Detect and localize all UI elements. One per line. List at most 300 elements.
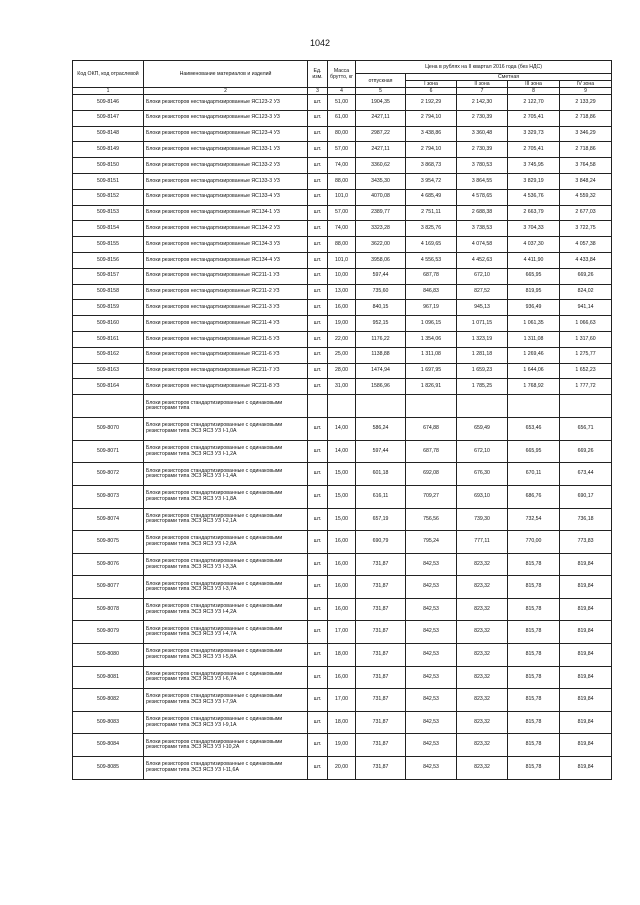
cell-price-zone-1	[406, 395, 457, 418]
cell-name: Блоки резисторов стандартизированные с одинаковыми резисторами типа ЭСЗ ЯСЗ УЗ I-3,3А	[144, 553, 308, 576]
cell-code: 509-8074	[73, 508, 144, 531]
cell-unit: шт.	[308, 576, 328, 599]
cell-unit: шт.	[308, 463, 328, 486]
cell-price-zone-3: 1 644,06	[508, 363, 560, 379]
cell-code: 509-8161	[73, 331, 144, 347]
cell-price-otp: 3360,62	[356, 158, 406, 174]
cell-price-otp: 952,15	[356, 316, 406, 332]
cell-price-otp: 4070,08	[356, 189, 406, 205]
cell-price-zone-1: 842,53	[406, 576, 457, 599]
cell-price-otp: 731,87	[356, 711, 406, 734]
cell-price-zone-4: 819,84	[560, 598, 612, 621]
cell-price-otp: 597,44	[356, 440, 406, 463]
cell-price-zone-4: 819,84	[560, 666, 612, 689]
table-row	[73, 379, 612, 395]
cell-code: 509-8157	[73, 268, 144, 284]
cell-name: Блоки резисторов нестандартизированные ЯС123-2 УЗ	[144, 95, 308, 111]
cell-mass: 101,0	[328, 189, 356, 205]
cell-price-zone-2: 823,32	[457, 689, 508, 712]
header-price-title: Цена в рублях на II квартал 2016 года (без НДС)	[356, 61, 612, 74]
cell-mass: 18,00	[328, 644, 356, 667]
cell-price-zone-1: 842,53	[406, 621, 457, 644]
cell-name: Блоки резисторов нестандартизированные ЯС123-3 УЗ	[144, 110, 308, 126]
cell-price-zone-1: 2 192,29	[406, 95, 457, 111]
cell-code: 509-8146	[73, 95, 144, 111]
header-code: Код ОКП, код отраслевой	[73, 61, 144, 88]
cell-price-zone-4: 3 722,75	[560, 221, 612, 237]
cell-code: 509-8158	[73, 284, 144, 300]
cell-price-zone-2: 823,32	[457, 666, 508, 689]
col-number: 3	[308, 88, 328, 95]
cell-code: 509-8156	[73, 252, 144, 268]
cell-price-zone-4: 1 317,60	[560, 331, 612, 347]
cell-price-zone-4: 1 275,77	[560, 347, 612, 363]
cell-name: Блоки резисторов стандартизированные с одинаковыми резисторами типа ЭСЗ ЯСЗ УЗ I-9,1А	[144, 711, 308, 734]
cell-price-zone-1: 687,78	[406, 268, 457, 284]
cell-mass: 15,00	[328, 485, 356, 508]
cell-price-zone-4: 736,18	[560, 508, 612, 531]
cell-price-zone-3: 686,76	[508, 485, 560, 508]
col-number: 2	[144, 88, 308, 95]
cell-unit: шт.	[308, 284, 328, 300]
cell-code	[73, 395, 144, 418]
col-number: 8	[508, 88, 560, 95]
cell-price-zone-4: 690,17	[560, 485, 612, 508]
cell-code: 509-8075	[73, 531, 144, 554]
cell-unit: шт.	[308, 95, 328, 111]
cell-price-zone-2	[457, 395, 508, 418]
table-row	[73, 221, 612, 237]
cell-price-zone-3: 3 745,95	[508, 158, 560, 174]
cell-price-zone-3: 3 704,33	[508, 221, 560, 237]
cell-price-zone-3: 815,78	[508, 553, 560, 576]
cell-code: 509-8159	[73, 300, 144, 316]
cell-unit: шт.	[308, 689, 328, 712]
cell-price-zone-2: 1 071,15	[457, 316, 508, 332]
cell-unit: шт.	[308, 110, 328, 126]
cell-unit: шт.	[308, 644, 328, 667]
cell-code: 509-8164	[73, 379, 144, 395]
cell-price-zone-3: 1 061,35	[508, 316, 560, 332]
cell-code: 509-8147	[73, 110, 144, 126]
cell-price-zone-2: 676,30	[457, 463, 508, 486]
cell-mass: 25,00	[328, 347, 356, 363]
cell-name: Блоки резисторов нестандартизированные ЯС211-7 УЗ	[144, 363, 308, 379]
cell-code: 509-8073	[73, 485, 144, 508]
cell-price-zone-1: 674,88	[406, 418, 457, 441]
cell-unit: шт.	[308, 598, 328, 621]
cell-name: Блоки резисторов нестандартизированные ЯС211-3 УЗ	[144, 300, 308, 316]
cell-price-otp: 731,87	[356, 666, 406, 689]
cell-name: Блоки резисторов нестандартизированные ЯС134-4 УЗ	[144, 252, 308, 268]
cell-price-zone-3: 3 829,19	[508, 173, 560, 189]
cell-price-zone-2: 945,13	[457, 300, 508, 316]
cell-price-zone-4: 819,84	[560, 621, 612, 644]
cell-name: Блоки резисторов нестандартизированные ЯС211-2 УЗ	[144, 284, 308, 300]
cell-name: Блоки резисторов стандартизированные с одинаковыми резисторами типа ЭСЗ ЯСЗ УЗ I-4,7А	[144, 621, 308, 644]
table-row	[73, 531, 612, 554]
table-row	[73, 284, 612, 300]
table-row	[73, 158, 612, 174]
cell-price-zone-3: 1 768,92	[508, 379, 560, 395]
cell-unit: шт.	[308, 531, 328, 554]
cell-unit: шт.	[308, 418, 328, 441]
cell-price-zone-4: 819,84	[560, 553, 612, 576]
cell-mass: 61,00	[328, 110, 356, 126]
cell-mass: 20,00	[328, 757, 356, 780]
cell-price-zone-1: 967,19	[406, 300, 457, 316]
cell-code: 509-8155	[73, 237, 144, 253]
cell-unit: шт.	[308, 379, 328, 395]
cell-price-zone-3: 815,78	[508, 734, 560, 757]
cell-price-zone-1: 4 685,49	[406, 189, 457, 205]
cell-price-zone-1: 2 794,10	[406, 110, 457, 126]
cell-price-zone-1: 687,78	[406, 440, 457, 463]
cell-price-otp	[356, 395, 406, 418]
cell-name: Блоки резисторов стандартизированные с одинаковыми резисторами типа ЭСЗ ЯСЗ УЗ I-2,1А	[144, 508, 308, 531]
cell-price-zone-1: 842,53	[406, 734, 457, 757]
cell-price-zone-1: 842,53	[406, 666, 457, 689]
cell-price-zone-1: 842,53	[406, 711, 457, 734]
cell-unit: шт.	[308, 237, 328, 253]
cell-unit: шт.	[308, 205, 328, 221]
cell-price-zone-2: 3 738,53	[457, 221, 508, 237]
cell-name: Блоки резисторов нестандартизированные ЯС211-4 УЗ	[144, 316, 308, 332]
cell-price-zone-2: 2 730,39	[457, 110, 508, 126]
cell-unit: шт.	[308, 363, 328, 379]
cell-unit: шт.	[308, 347, 328, 363]
cell-price-zone-3: 2 705,41	[508, 142, 560, 158]
table-row	[73, 508, 612, 531]
cell-price-zone-1: 3 954,72	[406, 173, 457, 189]
cell-name: Блоки резисторов стандартизированные с одинаковыми резисторами типа ЭСЗ ЯСЗ УЗ I-2,8А	[144, 531, 308, 554]
cell-price-otp: 3622,00	[356, 237, 406, 253]
cell-unit: шт.	[308, 757, 328, 780]
cell-price-zone-3: 665,95	[508, 268, 560, 284]
cell-price-zone-2: 823,32	[457, 644, 508, 667]
cell-price-zone-1: 842,53	[406, 644, 457, 667]
cell-price-zone-2: 823,32	[457, 621, 508, 644]
cell-code: 509-8148	[73, 126, 144, 142]
cell-price-zone-2: 1 323,19	[457, 331, 508, 347]
cell-name: Блоки резисторов стандартизированные с одинаковыми резисторами типа ЭСЗ ЯСЗ УЗ I-5,8А	[144, 644, 308, 667]
cell-mass: 18,00	[328, 711, 356, 734]
cell-unit: шт.	[308, 252, 328, 268]
cell-price-otp: 2427,11	[356, 110, 406, 126]
cell-price-zone-2: 827,52	[457, 284, 508, 300]
cell-price-otp: 731,87	[356, 553, 406, 576]
cell-mass: 19,00	[328, 316, 356, 332]
cell-price-zone-1: 4 169,65	[406, 237, 457, 253]
table-row	[73, 666, 612, 689]
table-row	[73, 598, 612, 621]
table-row	[73, 237, 612, 253]
cell-price-zone-3: 815,78	[508, 711, 560, 734]
cell-code: 509-8070	[73, 418, 144, 441]
cell-price-zone-2: 1 659,23	[457, 363, 508, 379]
cell-mass: 88,00	[328, 173, 356, 189]
table-row	[73, 316, 612, 332]
cell-code: 509-8162	[73, 347, 144, 363]
cell-price-zone-3: 815,78	[508, 576, 560, 599]
cell-price-zone-3: 4 411,90	[508, 252, 560, 268]
table-row	[73, 621, 612, 644]
cell-price-zone-1: 842,53	[406, 553, 457, 576]
cell-price-zone-3: 732,54	[508, 508, 560, 531]
cell-code: 509-8082	[73, 689, 144, 712]
cell-code: 509-8149	[73, 142, 144, 158]
cell-price-zone-4: 4 057,38	[560, 237, 612, 253]
cell-mass: 17,00	[328, 689, 356, 712]
cell-price-zone-2: 823,32	[457, 576, 508, 599]
cell-price-zone-4: 4 559,32	[560, 189, 612, 205]
cell-unit: шт.	[308, 158, 328, 174]
cell-price-zone-2: 4 578,65	[457, 189, 508, 205]
cell-price-zone-3: 1 269,46	[508, 347, 560, 363]
cell-price-otp: 731,87	[356, 621, 406, 644]
cell-code: 509-8151	[73, 173, 144, 189]
cell-mass: 16,00	[328, 666, 356, 689]
cell-price-zone-4: 819,84	[560, 644, 612, 667]
cell-price-otp: 731,87	[356, 576, 406, 599]
cell-price-zone-4: 1 652,23	[560, 363, 612, 379]
cell-name: Блоки резисторов стандартизированные с одинаковыми резисторами типа ЭСЗ ЯСЗ УЗ I-1,0А	[144, 418, 308, 441]
header-zone-3: III зона	[508, 81, 560, 88]
table-row	[73, 252, 612, 268]
cell-price-zone-1: 709,27	[406, 485, 457, 508]
cell-price-otp: 3958,06	[356, 252, 406, 268]
cell-price-otp: 840,15	[356, 300, 406, 316]
cell-code: 509-8078	[73, 598, 144, 621]
cell-price-zone-2: 1 785,25	[457, 379, 508, 395]
cell-price-zone-2: 672,10	[457, 440, 508, 463]
cell-price-zone-3: 815,78	[508, 598, 560, 621]
cell-price-zone-2: 3 780,53	[457, 158, 508, 174]
cell-name: Блоки резисторов нестандартизированные ЯС211-1 УЗ	[144, 268, 308, 284]
cell-unit: шт.	[308, 331, 328, 347]
cell-mass: 28,00	[328, 363, 356, 379]
cell-code: 509-8083	[73, 711, 144, 734]
cell-price-zone-2: 823,32	[457, 598, 508, 621]
cell-price-zone-2: 823,32	[457, 757, 508, 780]
table-row	[73, 395, 612, 418]
cell-code: 509-8077	[73, 576, 144, 599]
cell-price-zone-1: 1 096,15	[406, 316, 457, 332]
cell-price-zone-1: 842,53	[406, 757, 457, 780]
cell-price-zone-3: 770,00	[508, 531, 560, 554]
col-number: 9	[560, 88, 612, 95]
cell-code: 509-8153	[73, 205, 144, 221]
cell-price-zone-4: 2 677,03	[560, 205, 612, 221]
cell-price-zone-2: 823,32	[457, 711, 508, 734]
cell-price-zone-2: 2 142,30	[457, 95, 508, 111]
header-mass: Масса брутто, кг	[328, 61, 356, 88]
cell-code: 509-8152	[73, 189, 144, 205]
cell-price-zone-1: 3 825,76	[406, 221, 457, 237]
cell-unit: шт.	[308, 142, 328, 158]
cell-unit: шт.	[308, 621, 328, 644]
cell-price-zone-1: 2 794,10	[406, 142, 457, 158]
table-row	[73, 418, 612, 441]
cell-mass: 10,00	[328, 268, 356, 284]
cell-price-zone-2: 777,11	[457, 531, 508, 554]
cell-name: Блоки резисторов стандартизированные с одинаковыми резисторами типа ЭСЗ ЯСЗ УЗ I-3,7А	[144, 576, 308, 599]
cell-unit: шт.	[308, 734, 328, 757]
cell-unit: шт.	[308, 666, 328, 689]
cell-mass: 15,00	[328, 463, 356, 486]
page-number: 1042	[309, 38, 331, 48]
cell-unit: шт.	[308, 711, 328, 734]
cell-mass: 16,00	[328, 300, 356, 316]
cell-mass: 16,00	[328, 598, 356, 621]
cell-mass: 74,00	[328, 221, 356, 237]
col-number: 5	[356, 88, 406, 95]
cell-price-zone-4: 773,83	[560, 531, 612, 554]
cell-price-zone-4: 656,71	[560, 418, 612, 441]
cell-mass: 80,00	[328, 126, 356, 142]
cell-price-zone-2: 3 360,48	[457, 126, 508, 142]
cell-price-otp: 616,11	[356, 485, 406, 508]
cell-price-otp: 1176,22	[356, 331, 406, 347]
price-table	[72, 60, 612, 780]
cell-price-zone-2: 2 688,38	[457, 205, 508, 221]
table-row	[73, 347, 612, 363]
cell-mass: 16,00	[328, 531, 356, 554]
col-number: 4	[328, 88, 356, 95]
cell-mass	[328, 395, 356, 418]
cell-name: Блоки резисторов нестандартизированные ЯС133-4 УЗ	[144, 189, 308, 205]
cell-code: 509-8163	[73, 363, 144, 379]
cell-name: Блоки резисторов стандартизированные с одинаковыми резисторами типа ЭСЗ ЯСЗ УЗ I-1,4А	[144, 463, 308, 486]
cell-price-zone-1: 1 826,91	[406, 379, 457, 395]
cell-price-zone-3: 3 329,73	[508, 126, 560, 142]
cell-code: 509-8160	[73, 316, 144, 332]
cell-name: Блоки резисторов нестандартизированные ЯС211-8 УЗ	[144, 379, 308, 395]
table-row	[73, 173, 612, 189]
cell-price-zone-1: 4 556,53	[406, 252, 457, 268]
col-number: 1	[73, 88, 144, 95]
cell-name: Блоки резисторов нестандартизированные ЯС211-5 УЗ	[144, 331, 308, 347]
cell-price-zone-3: 2 122,70	[508, 95, 560, 111]
cell-unit	[308, 395, 328, 418]
cell-price-zone-3: 1 311,08	[508, 331, 560, 347]
table-row	[73, 644, 612, 667]
cell-price-zone-4	[560, 395, 612, 418]
cell-price-zone-3: 4 037,30	[508, 237, 560, 253]
cell-price-zone-1: 1 311,08	[406, 347, 457, 363]
cell-price-zone-3: 815,78	[508, 666, 560, 689]
cell-code: 509-8150	[73, 158, 144, 174]
table-row	[73, 142, 612, 158]
table-body	[73, 95, 612, 780]
cell-price-zone-4: 824,02	[560, 284, 612, 300]
cell-price-zone-4: 2 718,86	[560, 110, 612, 126]
cell-price-zone-1: 1 354,06	[406, 331, 457, 347]
cell-price-otp: 731,87	[356, 734, 406, 757]
cell-price-zone-4: 819,84	[560, 689, 612, 712]
cell-price-zone-1: 795,24	[406, 531, 457, 554]
cell-price-zone-4: 4 433,84	[560, 252, 612, 268]
cell-price-zone-4: 819,84	[560, 711, 612, 734]
cell-price-zone-1: 846,83	[406, 284, 457, 300]
cell-price-zone-2: 3 864,55	[457, 173, 508, 189]
cell-price-otp: 3323,28	[356, 221, 406, 237]
cell-unit: шт.	[308, 485, 328, 508]
cell-price-zone-2: 4 074,58	[457, 237, 508, 253]
cell-price-otp: 586,24	[356, 418, 406, 441]
cell-price-zone-4: 673,44	[560, 463, 612, 486]
cell-price-zone-2: 659,49	[457, 418, 508, 441]
cell-mass: 57,00	[328, 205, 356, 221]
cell-price-zone-4: 669,26	[560, 440, 612, 463]
cell-price-zone-3: 936,49	[508, 300, 560, 316]
cell-name: Блоки резисторов нестандартизированные ЯС211-6 УЗ	[144, 347, 308, 363]
table-row	[73, 485, 612, 508]
col-number: 6	[406, 88, 457, 95]
cell-name: Блоки резисторов стандартизированные с одинаковыми резисторами типа ЭСЗ ЯСЗ УЗ I-1,2А	[144, 440, 308, 463]
cell-code: 509-8079	[73, 621, 144, 644]
table-row	[73, 331, 612, 347]
cell-name: Блоки резисторов стандартизированные с одинаковыми резисторами типа ЭСЗ ЯСЗ УЗ I-4,2А	[144, 598, 308, 621]
cell-price-zone-3: 815,78	[508, 644, 560, 667]
cell-mass: 17,00	[328, 621, 356, 644]
cell-price-zone-4: 669,26	[560, 268, 612, 284]
table-row	[73, 268, 612, 284]
cell-price-zone-4: 1 066,63	[560, 316, 612, 332]
cell-code: 509-8154	[73, 221, 144, 237]
table-row	[73, 734, 612, 757]
cell-price-zone-2: 2 730,39	[457, 142, 508, 158]
cell-price-zone-4: 3 764,58	[560, 158, 612, 174]
cell-price-zone-1: 842,53	[406, 689, 457, 712]
cell-code: 509-8084	[73, 734, 144, 757]
cell-price-zone-2: 823,32	[457, 734, 508, 757]
header-zone-2: II зона	[457, 81, 508, 88]
cell-mass: 88,00	[328, 237, 356, 253]
cell-price-zone-4: 819,84	[560, 757, 612, 780]
cell-unit: шт.	[308, 221, 328, 237]
table-row	[73, 363, 612, 379]
cell-unit: шт.	[308, 316, 328, 332]
cell-name: Блоки резисторов нестандартизированные ЯС134-3 УЗ	[144, 237, 308, 253]
cell-price-zone-3: 670,11	[508, 463, 560, 486]
cell-price-zone-1: 756,56	[406, 508, 457, 531]
cell-code: 509-8072	[73, 463, 144, 486]
cell-name: Блоки резисторов стандартизированные с одинаковыми резисторами типа	[144, 395, 308, 418]
cell-price-zone-1: 2 751,11	[406, 205, 457, 221]
cell-price-zone-4: 819,84	[560, 734, 612, 757]
cell-price-zone-1: 692,08	[406, 463, 457, 486]
cell-unit: шт.	[308, 300, 328, 316]
cell-price-otp: 1586,96	[356, 379, 406, 395]
cell-price-zone-3: 653,46	[508, 418, 560, 441]
cell-price-otp: 2427,11	[356, 142, 406, 158]
cell-price-zone-2: 823,32	[457, 553, 508, 576]
cell-mass: 15,00	[328, 508, 356, 531]
table-row	[73, 689, 612, 712]
cell-mass: 51,00	[328, 95, 356, 111]
cell-price-zone-4: 819,84	[560, 576, 612, 599]
table-row	[73, 95, 612, 111]
cell-code: 509-8071	[73, 440, 144, 463]
table-row	[73, 757, 612, 780]
cell-name: Блоки резисторов нестандартизированные ЯС133-1 УЗ	[144, 142, 308, 158]
cell-unit: шт.	[308, 553, 328, 576]
cell-price-zone-3: 2 663,79	[508, 205, 560, 221]
table-row	[73, 189, 612, 205]
cell-name: Блоки резисторов нестандартизированные ЯС133-3 УЗ	[144, 173, 308, 189]
cell-price-otp: 657,19	[356, 508, 406, 531]
